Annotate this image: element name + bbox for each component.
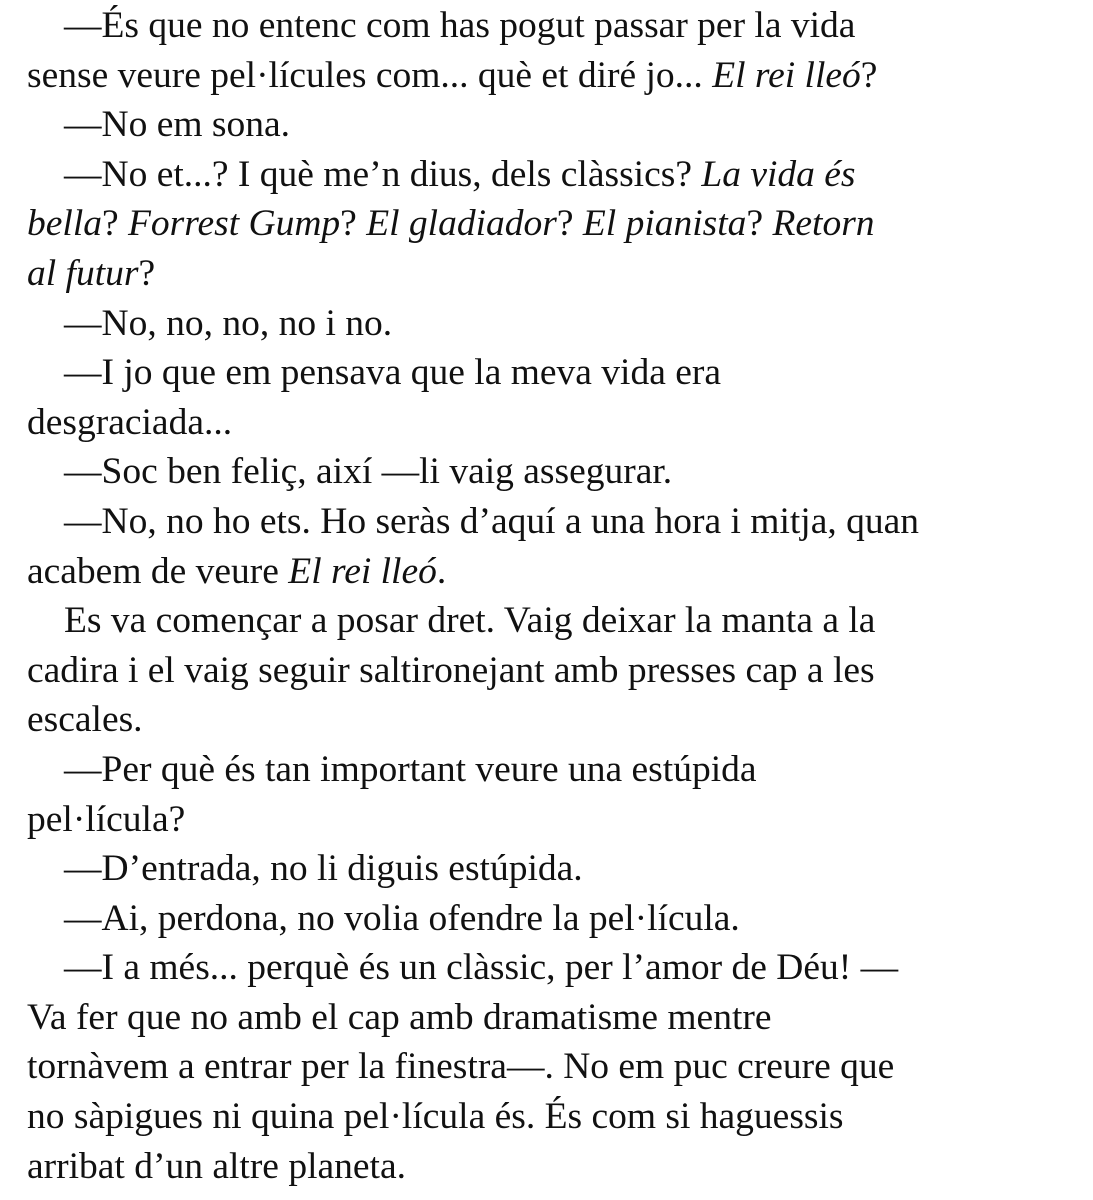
italic-title-segment: El gladiador bbox=[366, 203, 557, 245]
text-segment: desgraciada... bbox=[27, 401, 233, 443]
text-line bbox=[27, 844, 1053, 894]
text-segment: tornàvem a entrar per la finestra—. No em puc creure que bbox=[27, 1046, 895, 1088]
text-line bbox=[27, 745, 1053, 795]
text-segment: —I a més... perquè és un clàssic, per l’amor de Déu! — bbox=[64, 947, 899, 989]
text-segment: —És que no entenc com has pogut passar per la vida bbox=[64, 5, 856, 46]
text-segment: —No, no ho ets. Ho seràs d’aquí a una hora i mitja, quan bbox=[64, 500, 920, 542]
text-line bbox=[27, 51, 1053, 101]
text-segment: —No et...? I què me’n dius, dels clàssics? bbox=[64, 153, 702, 195]
text-segment: —Ai, perdona, no volia ofendre la pel·lícula. bbox=[64, 897, 740, 939]
text-line bbox=[27, 1042, 1053, 1092]
text-line bbox=[27, 646, 1053, 696]
text-segment: ? bbox=[860, 54, 878, 96]
text-segment: —No em sona. bbox=[64, 104, 291, 146]
italic-title-segment: El rei lleó bbox=[288, 550, 437, 592]
italic-title-segment: La vida és bbox=[701, 153, 856, 195]
italic-title-segment: Retorn bbox=[772, 203, 875, 245]
text-line bbox=[27, 547, 1053, 597]
text-block bbox=[27, 1, 1053, 1191]
italic-title-segment: El rei lleó bbox=[712, 54, 861, 96]
text-segment: arribat d’un altre planeta. bbox=[27, 1145, 406, 1187]
italic-title-segment: El pianista bbox=[582, 203, 747, 245]
text-segment: escales. bbox=[27, 699, 143, 741]
text-segment: sense veure pel·lícules com... què et diré jo... bbox=[27, 54, 713, 96]
text-line bbox=[27, 100, 1053, 150]
text-line bbox=[27, 1092, 1053, 1142]
italic-title-segment: al futur bbox=[27, 252, 139, 294]
text-line bbox=[27, 943, 1053, 993]
italic-title-segment: Forrest Gump bbox=[128, 203, 341, 245]
text-line bbox=[27, 596, 1053, 646]
text-segment: —Soc ben feliç, així —li vaig assegurar. bbox=[64, 451, 673, 493]
text-line bbox=[27, 894, 1053, 944]
text-segment: —Per què és tan important veure una estúpida bbox=[64, 748, 757, 790]
text-segment: cadira i el vaig seguir saltironejant amb presses cap a les bbox=[27, 649, 875, 691]
text-line bbox=[27, 695, 1053, 745]
text-segment: ? bbox=[556, 203, 583, 245]
text-line bbox=[27, 447, 1053, 497]
text-segment: —I jo que em pensava que la meva vida era bbox=[64, 352, 722, 394]
text-segment: ? bbox=[101, 203, 129, 245]
text-segment: pel·lícula? bbox=[27, 798, 186, 840]
text-line bbox=[27, 398, 1053, 448]
text-segment: . bbox=[436, 550, 447, 592]
text-segment: —D’entrada, no li diguis estúpida. bbox=[64, 848, 583, 890]
text-line bbox=[27, 199, 1053, 249]
text-line bbox=[27, 497, 1053, 547]
text-segment: no sàpigues ni quina pel·lícula és. És com si haguessis bbox=[27, 1096, 844, 1138]
text-line bbox=[27, 1142, 1053, 1192]
text-segment: ? bbox=[746, 203, 773, 245]
text-segment: acabem de veure bbox=[27, 550, 289, 592]
text-segment: Va fer que no amb el cap amb dramatisme mentre bbox=[27, 996, 772, 1038]
text-line bbox=[27, 1, 1053, 51]
text-segment: —No, no, no, no i no. bbox=[64, 302, 393, 344]
text-segment: Es va començar a posar dret. Vaig deixar la manta a la bbox=[64, 600, 876, 642]
text-line bbox=[27, 249, 1053, 299]
text-line bbox=[27, 993, 1053, 1043]
text-segment: ? bbox=[138, 252, 156, 294]
italic-title-segment: bella bbox=[27, 203, 102, 245]
text-segment: ? bbox=[340, 203, 367, 245]
text-line bbox=[27, 299, 1053, 349]
text-line bbox=[27, 348, 1053, 398]
text-line bbox=[27, 795, 1053, 845]
text-line bbox=[27, 150, 1053, 200]
